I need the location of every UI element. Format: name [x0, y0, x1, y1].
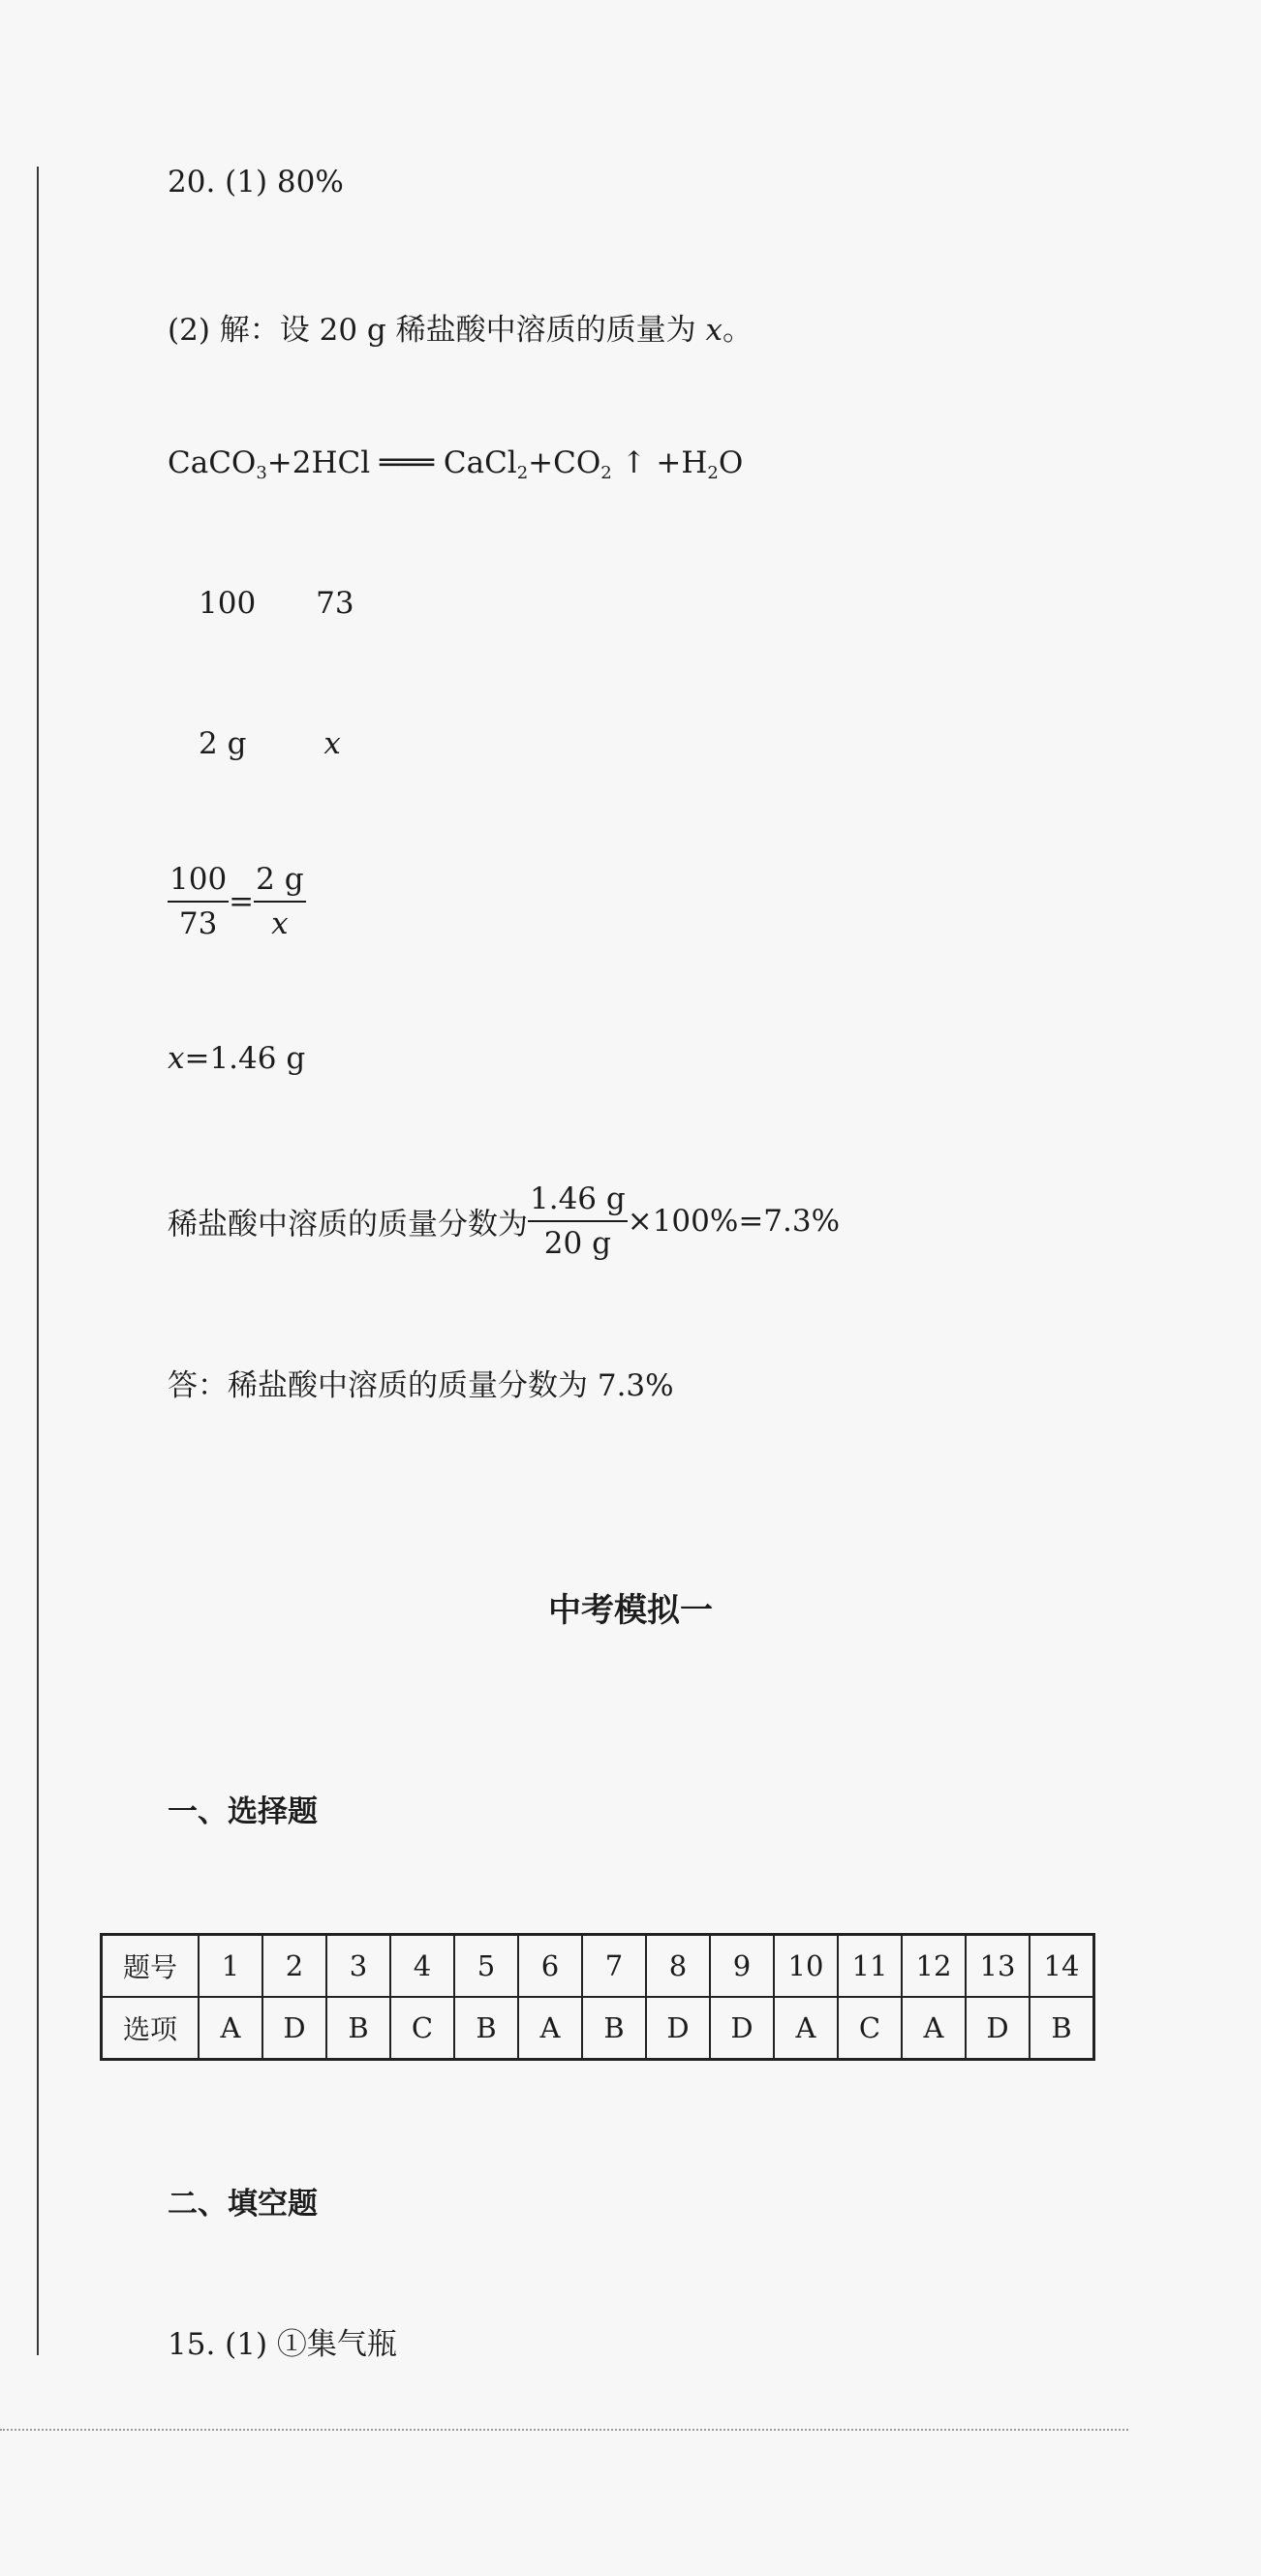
answer-cell: C — [838, 1997, 902, 2060]
q20-part2-text: (2) 解：设 20 g 稀盐酸中溶质的质量为 — [168, 313, 706, 348]
eq-part: O — [718, 445, 744, 480]
result-value: =1.46 g — [184, 1041, 306, 1076]
mass-value: 100 — [199, 586, 257, 621]
variable-x: x — [323, 726, 341, 761]
row-header: 选项 — [102, 1997, 200, 2060]
answer-cell: B — [326, 1997, 390, 2060]
dotted-divider — [0, 2429, 1128, 2431]
question-number-cell: 4 — [390, 1935, 454, 1998]
question-number-cell: 8 — [646, 1935, 710, 1998]
table-row — [102, 1997, 1094, 2060]
ratio-right — [254, 862, 305, 941]
fraction-suffix: ×100%=7.3% — [627, 1204, 841, 1239]
eq-sub: 2 — [707, 463, 719, 483]
mass-fraction — [528, 1181, 628, 1261]
question-number-cell: 9 — [710, 1935, 774, 1998]
fraction-numerator: 1.46 g — [528, 1181, 628, 1222]
question-number-cell: 6 — [518, 1935, 582, 1998]
answer-cell: C — [390, 1997, 454, 2060]
mass-row-1 — [199, 586, 354, 621]
fraction-denominator: 73 — [178, 906, 218, 941]
equals-sign: = — [229, 884, 255, 919]
answer-cell: B — [454, 1997, 518, 2060]
eq-sub: 2 — [600, 463, 612, 483]
question-number-cell: 11 — [838, 1935, 902, 1998]
variable-x: x — [705, 313, 723, 348]
fraction-numerator: 2 g — [254, 862, 305, 903]
q20-part1: 20. (1) 80% — [168, 165, 344, 199]
fraction-prefix: 稀盐酸中溶质的质量分数为 — [168, 1207, 528, 1242]
fraction-denominator: x — [271, 906, 289, 941]
section-multiple-choice: 一、选择题 — [168, 1794, 318, 1829]
eq-part: +2HCl ═══ CaCl — [266, 445, 517, 480]
mass-fraction-line — [168, 1181, 840, 1261]
margin-rule — [37, 167, 39, 2355]
ratio-left — [168, 862, 229, 941]
row-header: 题号 — [102, 1935, 200, 1998]
x-result — [168, 1041, 305, 1076]
mass-value: 2 g — [199, 726, 247, 761]
answer-cell: D — [710, 1997, 774, 2060]
question-number-cell: 12 — [902, 1935, 966, 1998]
chemical-equation — [168, 445, 743, 483]
answer-cell: A — [902, 1997, 966, 2060]
answer-cell: D — [966, 1997, 1030, 2060]
eq-part: ↑ +H — [611, 445, 708, 480]
answer-line: 答：稀盐酸中溶质的质量分数为 7.3% — [168, 1368, 674, 1403]
table-row — [102, 1935, 1094, 1998]
answer-cell: B — [1030, 1997, 1094, 2060]
eq-sub: 2 — [516, 463, 529, 483]
question-number-cell: 2 — [262, 1935, 326, 1998]
answer-cell: B — [582, 1997, 646, 2060]
answer-cell: D — [646, 1997, 710, 2060]
question-number-cell: 3 — [326, 1935, 390, 1998]
q20-part2-end: 。 — [722, 313, 753, 348]
question-number-cell: 5 — [454, 1935, 518, 1998]
answer-cell: A — [518, 1997, 582, 2060]
question-number-cell: 14 — [1030, 1935, 1094, 1998]
question-number-cell: 7 — [582, 1935, 646, 1998]
question-number-cell: 10 — [774, 1935, 838, 1998]
fraction-denominator: 20 g — [543, 1226, 611, 1261]
section-fill-in: 二、填空题 — [168, 2187, 318, 2222]
eq-part: CaCO — [168, 445, 257, 480]
answer-cell: A — [774, 1997, 838, 2060]
eq-part: +CO — [528, 445, 601, 480]
variable-x: x — [168, 1041, 185, 1076]
answer-cell: A — [199, 1997, 262, 2060]
q20-part2 — [168, 305, 753, 349]
eq-sub: 3 — [256, 463, 267, 483]
ratio-equation — [168, 862, 306, 941]
answer-table — [100, 1933, 1095, 2061]
mass-value: 73 — [316, 586, 354, 621]
page-title: 中考模拟一 — [548, 1591, 713, 1630]
fraction-numerator: 100 — [168, 862, 229, 903]
question-number-cell: 1 — [199, 1935, 262, 1998]
answer-cell: D — [262, 1997, 326, 2060]
mass-row-2 — [199, 726, 341, 761]
q15-line: 15. (1) ①集气瓶 — [168, 2327, 397, 2362]
question-number-cell: 13 — [966, 1935, 1030, 1998]
